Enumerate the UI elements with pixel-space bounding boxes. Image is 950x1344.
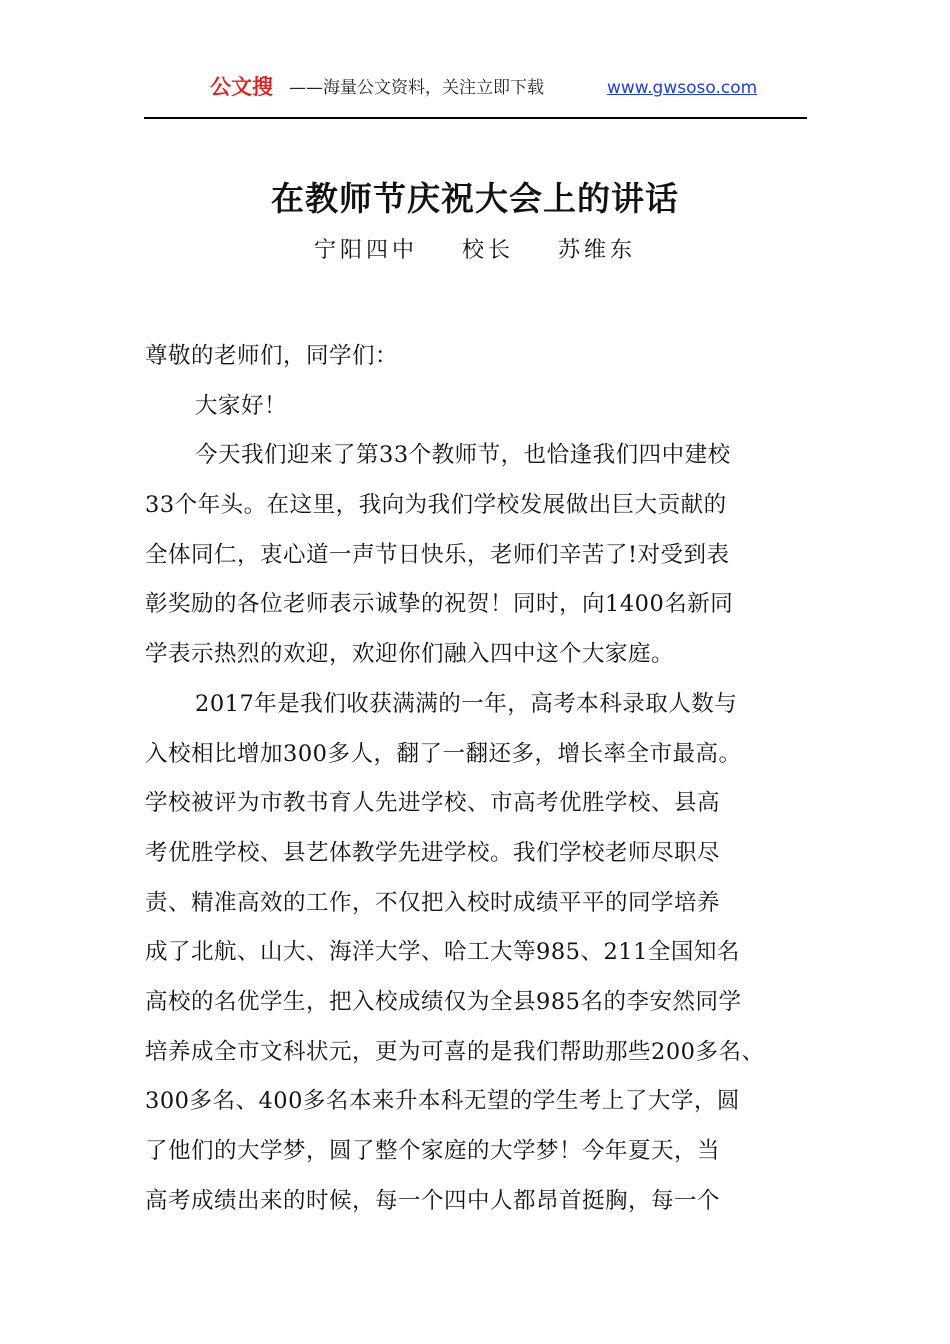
- salutation-line: 尊敬的老师们，同学们：: [145, 343, 399, 369]
- brand-logo-text: 公文搜: [210, 75, 273, 99]
- body-line: 培养成全市文科状元，更为可喜的是我们帮助那些200多名、: [145, 1038, 765, 1065]
- body-line: 33个年头。在这里，我向为我们学校发展做出巨大贡献的: [145, 492, 727, 519]
- body-line: 学校被评为市教书育人先进学校、市高考优胜学校、县高: [145, 790, 721, 817]
- body-line: 高考成绩出来的时候，每一个四中人都昂首挺胸，每一个: [145, 1187, 721, 1214]
- body-line: 了他们的大学梦，圆了整个家庭的大学梦！今年夏天，当: [145, 1138, 721, 1164]
- document-byline: 宁阳四中 校长 苏维东: [314, 238, 636, 263]
- body-line: 今天我们迎来了第33个教师节，也恰逢我们四中建校: [195, 442, 731, 469]
- body-line: 考优胜学校、县艺体教学先进学校。我们学校老师尽职尽: [145, 839, 721, 866]
- site-link[interactable]: www.gwsoso.com: [607, 78, 758, 98]
- header-slogan: ——海量公文资料，关注立即下载: [289, 78, 544, 98]
- greeting-line: 大家好！: [195, 392, 288, 419]
- body-line: 300多名、400多名本来升本科无望的学生考上了大学，圆: [145, 1088, 740, 1115]
- body-line: 入校相比增加300多人，翻了一翻还多，增长率全市最高。: [145, 740, 742, 767]
- body-line: 高校的名优学生，把入校成绩仅为全县985名的李安然同学: [145, 988, 742, 1015]
- document-title: 在教师节庆祝大会上的讲话: [271, 179, 679, 218]
- page-header: [0, 72, 950, 104]
- body-line: 责、精准高效的工作，不仅把入校时成绩平平的同学培养: [145, 889, 721, 916]
- body-line: 彰奖励的各位老师表示诚挚的祝贺！同时，向1400名新同: [145, 591, 734, 618]
- body-line: 学表示热烈的欢迎，欢迎你们融入四中这个大家庭。: [145, 641, 675, 668]
- header-divider: [144, 117, 807, 119]
- body-line: 2017年是我们收获满满的一年，高考本科录取人数与: [195, 690, 738, 717]
- body-line: 成了北航、山大、海洋大学、哈工大等985、211全国知名: [145, 939, 740, 966]
- document-body: [145, 334, 815, 1228]
- body-line: 全体同仁，衷心道一声节日快乐，老师们辛苦了!对受到表: [145, 541, 730, 568]
